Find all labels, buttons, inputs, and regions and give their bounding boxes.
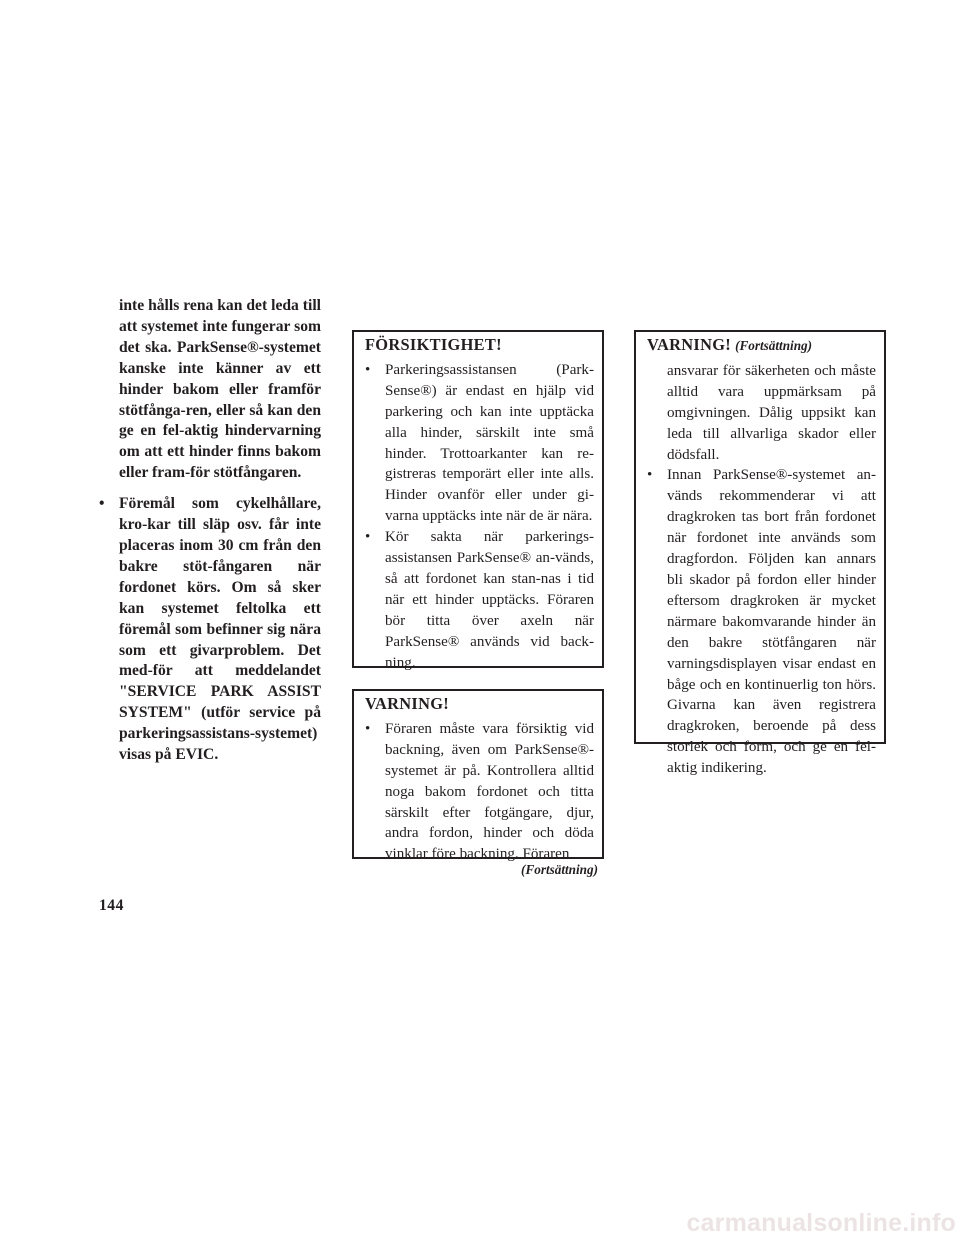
warning-box bbox=[352, 689, 604, 863]
warning-continued-box bbox=[634, 330, 886, 777]
warning-title: VARNING! bbox=[365, 694, 450, 713]
bullet-icon: • bbox=[365, 720, 371, 737]
warning-continued-item-1 bbox=[647, 465, 876, 779]
left-continuation-paragraph: inte hålls rena kan det leda till att systemet inte fungerar som det ska. ParkSense®-systemet kanske inte känner av ett hinder bakom eller framför stötfånga-ren, eller så kan den ge en fel-aktig hindervarning om att ett hinder finns bakom eller fram-för stötfångaren. bbox=[119, 297, 321, 482]
page-number: 144 bbox=[99, 897, 124, 914]
caution-item-1 bbox=[365, 360, 594, 527]
bullet-icon: • bbox=[647, 467, 653, 484]
caution-box bbox=[352, 330, 604, 671]
warning-continued-item-text: Innan ParkSense®-systemet an-vänds rekommenderar vi att dragkroken tas bort från fordonet när fordonet inte används som dragfordon. Följden kan annars bli skador på fordon eller hinder eftersom dragkroken är mycket närmare bakomvarande hinder än den bakre stötfångaren när varningsdisplayen visar endast en båge och en kontinuerlig ton hörs. Givarna kan även registrera dragkroken, beroende på dess storlek och form, och ge en fel-aktig indikering. bbox=[667, 467, 876, 777]
caution-item-text: Parkeringsassistansen (Park-Sense®) är endast en hjälp vid parkering och kan inte upptäcka alla hinder, särskilt inte små hinder. Trottoarkanter kan re-gistreras temporärt eller inte alls. Hinder ovanför eller under gi-varna upptäcks inte när de är nära. bbox=[385, 361, 594, 525]
left-bullet-text: Föremål som cykelhållare, kro-kar till släp osv. får inte placeras inom 30 cm från den bakre stöt-fångaren när fordonet körs. Om så sker kan systemet feltolka ett föremål som befinner sig nära som ett givarproblem. Det med-för att meddelandet "SERVICE PARK ASSIST SYSTEM" (utför service på parkeringsassistans-systemet) visas på EVIC. bbox=[119, 495, 321, 764]
caution-item-2 bbox=[365, 527, 594, 673]
bullet-icon: • bbox=[365, 361, 371, 378]
caution-item-text: Kör sakta när parkerings-assistansen ParkSense® an-vänds, så att fordonet kan stan-nas i tid när ett hinder upptäcks. Föraren bör titta över axeln när ParkSense® används vid back-ning. bbox=[385, 529, 594, 671]
warning-continued-title bbox=[647, 335, 876, 357]
warning-continued-title-text: VARNING! bbox=[647, 335, 732, 354]
bullet-icon: • bbox=[365, 529, 371, 546]
watermark: carmanualsonline.info bbox=[686, 1209, 956, 1237]
left-column bbox=[99, 296, 321, 766]
continued-label: (Fortsättning) bbox=[521, 862, 598, 877]
warning-item-1 bbox=[365, 719, 594, 865]
warning-continued-title-suffix: (Fortsättning) bbox=[735, 338, 813, 353]
left-bullet-item bbox=[99, 494, 321, 766]
warning-continuation-paragraph: ansvarar för säkerheten och måste alltid vara uppmärksam på omgivningen. Dålig uppsikt kan leda till allvarliga skador eller dödsfall. bbox=[667, 362, 876, 463]
caution-title: FÖRSIKTIGHET! bbox=[365, 335, 502, 354]
bullet-icon: • bbox=[99, 495, 105, 513]
warning-item-text: Föraren måste vara försiktig vid backning, även om ParkSense®-systemet är på. Kontrollera alltid noga bakom fordonet och titta särskilt efter fotgängare, djur, andra fordon, hinder och döda vinklar före backning. Föraren bbox=[385, 720, 594, 863]
